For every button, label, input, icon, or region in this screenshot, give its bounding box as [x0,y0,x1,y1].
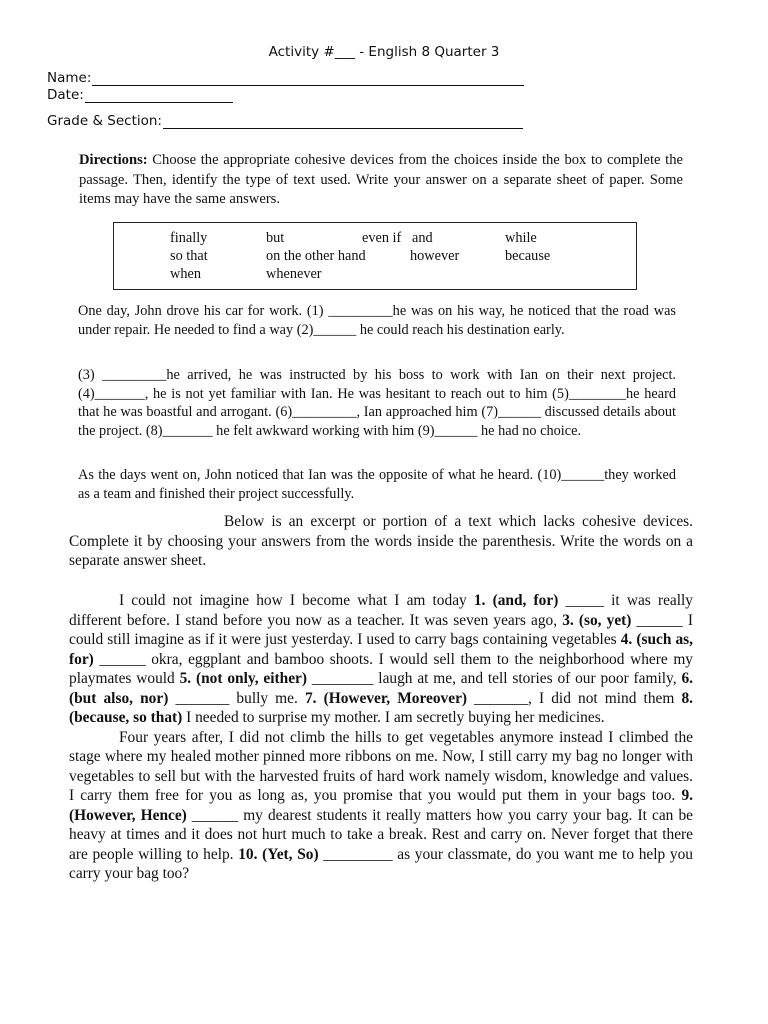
item-7-options: 7. (However, Moreover) [304,689,468,707]
excerpt-text: Four years after, I did not climb the hills to get vegetables anymore instead I climbed the stage where my healed mother pinned more ribbons on me. Now, I still carry my bag no longer with vegetables to sell but with the harvested fruits of hard work namely wisdom, knowledge and values. I carry them free for you as long as, you promise that you would put them in your bags too. [69,728,693,804]
item-6-options: 6. (but also, nor) [69,670,693,707]
choice-item: finally [170,230,208,246]
name-field[interactable] [47,70,524,86]
item-4-options: 4. (such as, for) [69,631,693,668]
date-field[interactable] [47,87,233,103]
excerpt-paragraph-1 [69,591,693,728]
grade-section-field[interactable] [47,113,523,129]
item-10-options: 10. (Yet, So) [238,845,319,863]
passage-paragraph-1: One day, John drove his car for work. (1) _________he was on his way, he noticed that the road was under repair. He needed to find a way (2)______ he could reach his destination early. [78,303,676,338]
item-8-options: 8. (because, so that) [69,689,693,726]
directions-text: Choose the appropriate cohesive devices from the choices inside the box to complete the passage. Then, identify the type of text used. Write your answer on a separate sheet of paper. Some items may have the same answers. [79,152,683,207]
grade-section-label: Grade & Section: [47,113,162,129]
excerpt-text: _______, I did not mind them [467,689,682,707]
excerpt [69,591,693,884]
date-label: Date: [47,87,84,103]
date-blank-line [85,88,233,103]
excerpt-text: _______ bully me. [168,689,305,707]
excerpt-text: I needed to surprise my mother. I am secretly buying her medicines. [182,709,605,726]
grade-section-blank-line [163,114,523,129]
directions-heading: Directions: [79,152,148,168]
choice-item: while [505,230,537,246]
excerpt-text: ______ okra, eggplant and bamboo shoots. I would sell them to the neighborhood where my playmates would [69,650,693,687]
choice-item: because [505,248,551,264]
item-1-options: 1. (and, for) [473,592,559,609]
choice-item: on the other hand [266,248,366,264]
choice-item: so that [170,248,208,264]
name-label: Name: [47,70,92,86]
choice-item: and [412,230,433,246]
item-5-options: 5. (not only, either) [179,670,308,687]
choice-item: when [170,266,201,282]
item-3-options: 3. (so, yet) [562,611,632,629]
excerpt-text: ______ I could still imagine as if it were just yesterday. I used to carry bags containing vegetables [69,611,693,648]
excerpt-text: _____ it was really different before. I stand before you now as a teacher. It was seven years ago, [69,592,693,629]
choice-item: however [410,248,460,264]
excerpt-paragraph-2 [69,728,693,884]
excerpt-text: I could not imagine how I become what I am today [119,592,474,609]
worksheet-title: Activity #___ - English 8 Quarter 3 [268,44,500,60]
choice-item: even if [362,230,402,246]
excerpt-text: ________ laugh at me, and tell stories of our poor family, [307,670,682,687]
choice-item: but [266,230,285,246]
name-blank-line [92,71,524,86]
excerpt-text: _________ as your classmate, do you want me to help you carry your bag too? [69,845,693,882]
passage-paragraph-3: As the days went on, John noticed that Ian was the opposite of what he heard. (10)______they worked as a team and finished their project successfully. [78,467,676,502]
section2-intro: Below is an excerpt or portion of a text which lacks cohesive devices. Complete it by choosing your answers from the words inside the parenthesis. Write the words on a separate answer sheet. [69,513,693,569]
item-9-options: 9. (However, Hence) [69,787,693,824]
passage-paragraph-2: (3) _________he arrived, he was instructed by his boss to work with Ian on their next project. (4)_______, he is not yet familiar with Ian. He was hesitant to reach out to him (5)________he heard that he was boastful and arrogant. (6)_________, Ian approached him (7)______ discussed details about the project. (8)_______ he felt awkward working with him (9)______ he had no choice. [78,367,676,439]
choice-box [113,222,637,290]
excerpt-text: ______ my dearest students it really matters how you carry your bag. It can be heavy at times and it does not hurt much to take a break. Rest and carry on. Never forget that there are people willing to help. [69,806,693,863]
directions [79,151,683,210]
choice-item: whenever [266,266,322,282]
